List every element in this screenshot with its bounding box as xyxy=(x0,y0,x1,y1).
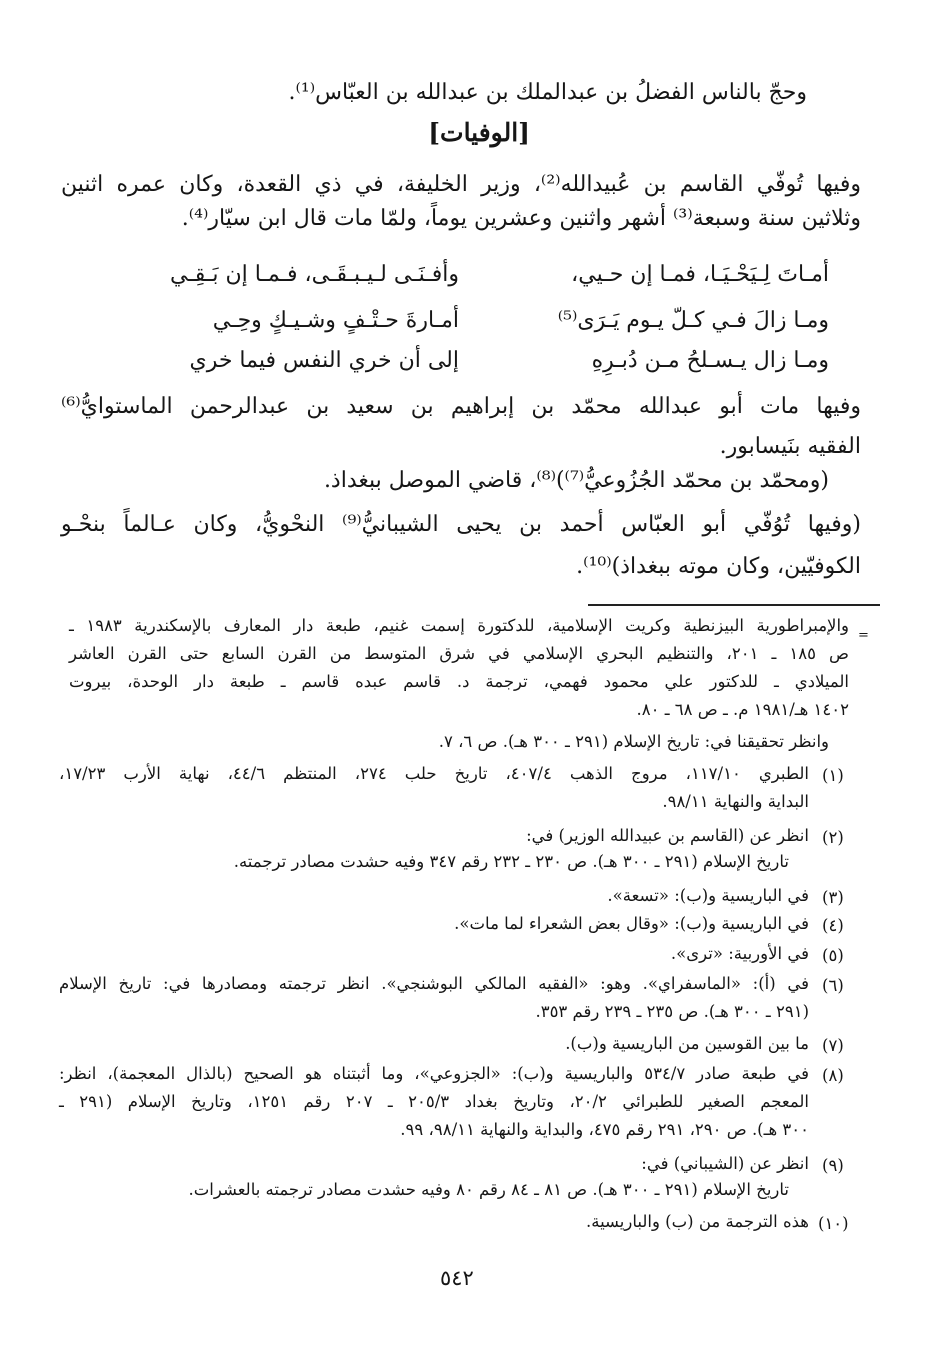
page-number: ٥٤٢ xyxy=(440,1266,474,1290)
footnote-line: في (أ): «الماسفراي». وهو: «الفقيه المالكي البوشنجي». انظر ترجمته ومصادرها في: تاريخ الإسلام xyxy=(59,974,809,993)
verse-first-hemistich: أمـاتَ لِـيَحْـيَـا، فمـا إن حـيي، xyxy=(571,262,829,287)
continuation-mark: = xyxy=(858,628,869,643)
footnote-line: هذه الترجمة من (ب) والباريسية. xyxy=(585,1212,809,1231)
footnote-line: ١٤٠٢ هـ/١٩٨١ م. ـ ص ٦٨ ـ ٨٠. xyxy=(636,700,849,719)
verse-second-hemistich: أمـارةَ حـتْـفٍ وشـيـكٍ وحِـي xyxy=(212,308,459,333)
footnote-line: في الباريسية و(ب): «تسعة». xyxy=(607,886,809,905)
footnote-line: ص ١٨٥ ـ ٢٠١، والتنظيم البحري الإسلامي في شرق المتوسط من القرن السابع حتى القرن العاشر xyxy=(69,644,849,663)
section-heading: [الوفيات] xyxy=(428,118,530,147)
footnote-line: انظر عن (الشيباني) في: xyxy=(641,1154,809,1173)
footnote-line: الميلادي ـ للدكتور علي محمود فهمي، ترجمة د. قاسم عبده قاسم ـ طبعة دار الوحدة، بيروت xyxy=(69,672,849,691)
verse-first-hemistich: ومـا زالَ فـي كـلّ يـوم يَـرَى⁽⁵⁾ xyxy=(557,308,829,333)
footnote-line: ما بين القوسين من الباريسية و(ب). xyxy=(565,1034,809,1053)
footnote-line: وانظر تحقيقنا في: تاريخ الإسلام (٢٩١ ـ ٣٠٠ هـ). ص ٦، ٧. xyxy=(438,732,829,751)
footnote-line: تاريخ الإسلام (٢٩١ ـ ٣٠٠ هـ). ص ٢٣٠ ـ ٢٣٢ رقم ٣٤٧ وفيه حشدت مصادر ترجمته. xyxy=(233,852,789,871)
footnote-line: المعجم الصغير للطبرائي ٢٠/٢، وتاريخ بغداد ٢٠٥/٣ ـ ٢٠٧ رقم ١٢٥١، وتاريخ الإسلام (٢٩١ ـ xyxy=(59,1092,809,1111)
footnote-number: (٣) xyxy=(822,888,844,907)
body-line: وحجّ بالناس الفضلُ بن عبدالملك بن عبدالله بن العبّاس⁽¹⁾. xyxy=(288,80,807,105)
footnote-number: (٥) xyxy=(822,946,844,965)
body-line: وفيها مات أبو عبدالله محمّد بن إبراهيم بن سعيد بن عبدالرحمن الماستوايُّ⁽⁶⁾ xyxy=(61,394,861,419)
footnote-number: (٩) xyxy=(822,1156,844,1175)
verse-second-hemistich: إلى أن خري النفس فيما خري xyxy=(189,348,459,373)
footnote-line: (٢٩١ ـ ٣٠٠ هـ). ص ٢٣٥ ـ ٢٣٩ رقم ٣٥٣. xyxy=(535,1002,809,1021)
footnote-line: والإمبراطورية البيزنطية وكريت الإسلامية، للدكتورة إسمت غنيم، طبعة دار المعارف بالإسكندرية ١٩٨٣ ـ xyxy=(69,616,849,635)
body-line: وثلاثين سنة وسبعة⁽³⁾ أشهر واثنين وعشرين يوماً، ولمّا مات قال ابن سيّار⁽⁴⁾. xyxy=(181,206,861,231)
verse-second-hemistich: وأفـنَـى لـيـبـقَـى، فـمـا إن بَـقِـي xyxy=(170,262,459,287)
footnote-number: (١) xyxy=(822,766,844,785)
footnote-number: (٧) xyxy=(822,1036,844,1055)
body-line: (وفيها تُوُفّي أبو العبّاس أحمد بن يحيى الشيبانيُّ⁽⁹⁾ النحْويُّ، وكان عـالماً بنحْـو xyxy=(61,512,861,537)
footnote-line: ٣٠٠ هـ). ص ٢٩٠، ٢٩١ رقم ٤٧٥، والبداية والنهاية ٩٨/١١، ٩٩. xyxy=(400,1120,809,1139)
footnote-line: في الأوربية: «ترى». xyxy=(670,944,809,963)
body-line: الفقيه بنَيسابور. xyxy=(719,434,861,459)
footnote-line: البداية والنهاية ٩٨/١١. xyxy=(662,792,809,811)
footnote-number: (٤) xyxy=(822,916,844,935)
footnote-line: تاريخ الإسلام (٢٩١ ـ ٣٠٠ هـ). ص ٨١ ـ ٨٤ رقم ٨٠ وفيه حشدت مصادر ترجمته بالعشرات. xyxy=(188,1180,789,1199)
footnote-number: (٦) xyxy=(822,976,844,995)
footnote-line: في الباريسية و(ب): «وقال بعض الشعراء لما مات». xyxy=(454,914,809,933)
footnote-line: في طبعة صادر ٥٣٤/٧ والباريسية و(ب): «الجزوعي»، وما أثبتناه هو الصحيح (بالذال المعجمة)، انظر: xyxy=(59,1064,809,1083)
verse-first-hemistich: ومـا زال يـسـلحُ مـن دُبـرِهِ xyxy=(591,348,829,373)
body-line: وفيها تُوفّي القاسم بن عُبيدالله⁽²⁾، وزير الخليفة، في ذي القعدة، وكان عمره اثنين xyxy=(61,172,861,197)
footnote-number: (٢) xyxy=(822,828,844,847)
footnote-number: (٨) xyxy=(822,1066,844,1085)
footnote-number: (١٠) xyxy=(818,1214,849,1233)
body-line: (ومحمّد بن محمّد الجُزُوعيُّ⁽⁷⁾)⁽⁸⁾، قاضي الموصل ببغداذ. xyxy=(323,468,829,493)
footnote-line: انظر عن (القاسم بن عبيدالله الوزير) في: xyxy=(526,826,809,845)
footnote-line: الطبري ١١٧/١٠، مروج الذهب ٤٠٧/٤، تاريخ حلب ٢٧٤، المنتظم ٤٤/٦، نهاية الأرب ١٧/٢٣، xyxy=(59,764,809,783)
body-line: الكوفيّين، وكان موته ببغداذ)⁽¹⁰⁾. xyxy=(576,554,861,579)
footnote-separator xyxy=(588,604,880,606)
